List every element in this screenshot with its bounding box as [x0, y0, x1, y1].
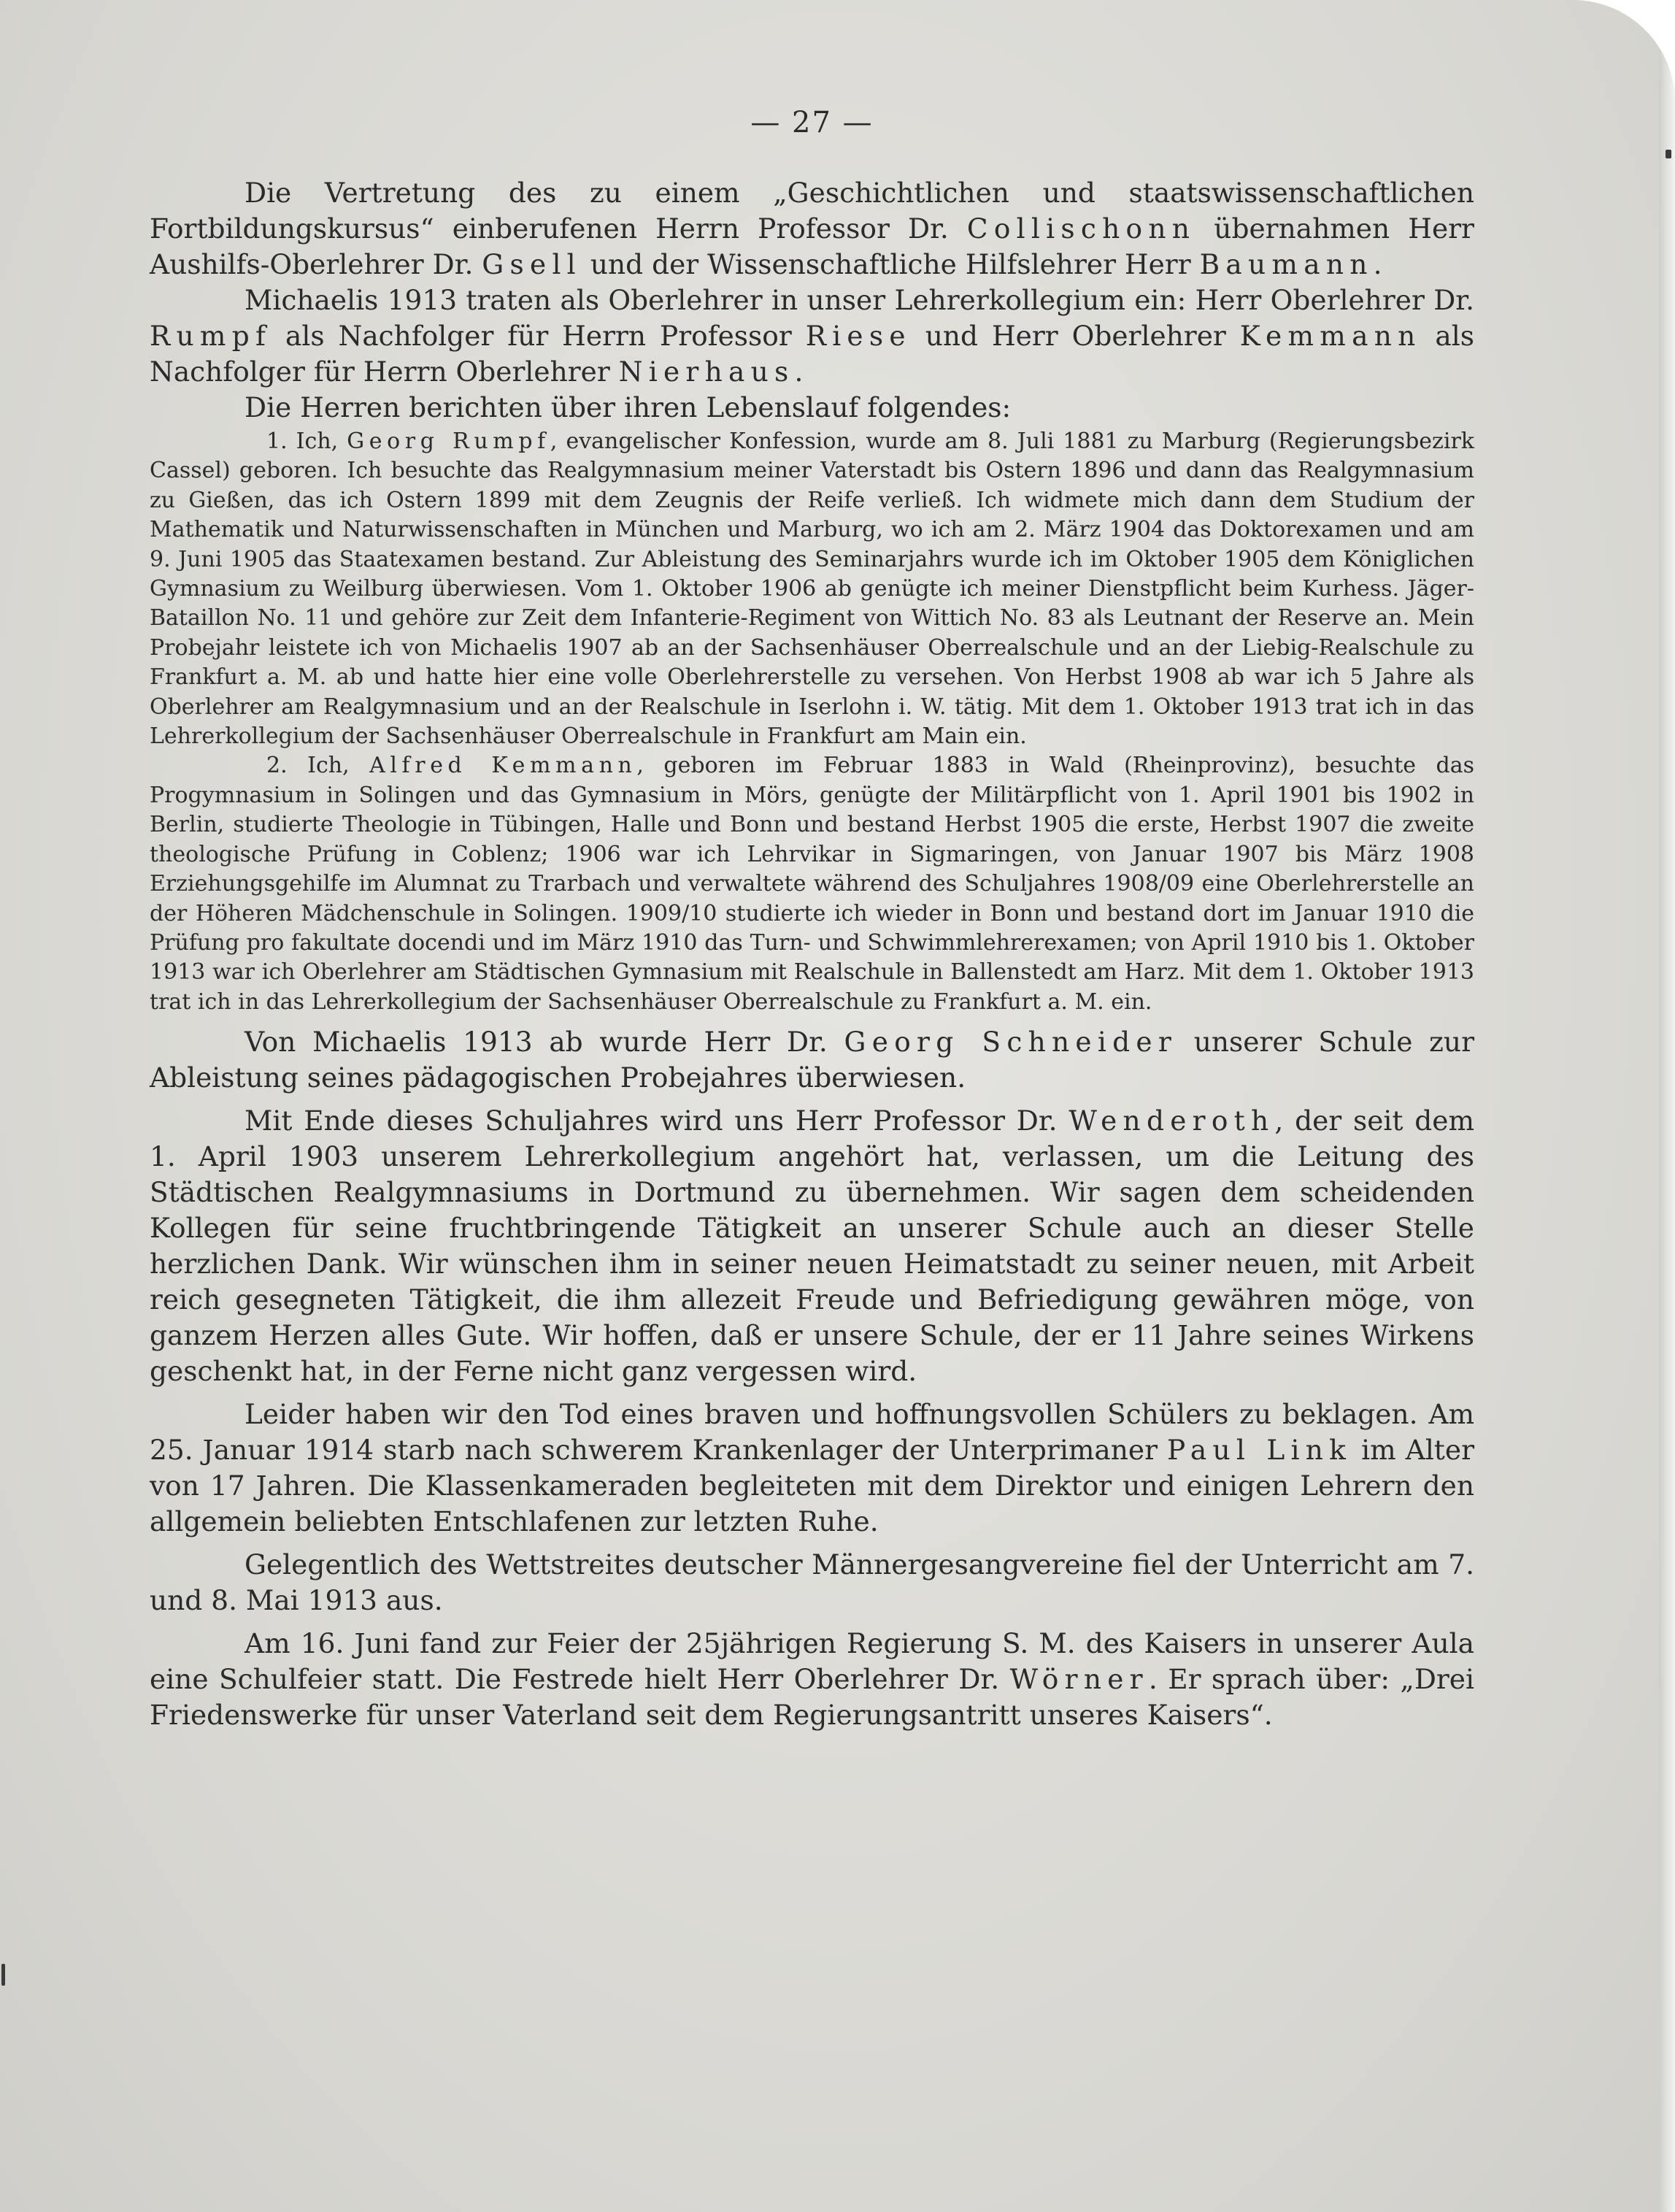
paragraph-michaelis-1913: Michaelis 1913 traten als Oberlehrer in unser Lehrerkollegium ein: Herr Oberlehrer Dr. Rumpf als Nachfolger für Herrn Professor Riese und Herr Oberlehrer Kemmann als Nachfolger für Herrn Oberlehrer Nierhaus. — [150, 284, 1475, 388]
paragraph-vertretung: Die Vertretung des zu einem „Geschichtlichen und staatswissenschaftlichen Fortbildungskursus“ einberufenen Herrn Professor Dr. Collischonn übernahmen Herr Aushilfs-Oberlehrer Dr. Gsell und der Wissenschaftliche Hilfslehrer Herr Baumann. — [150, 177, 1474, 280]
page-number: — 27 — — [750, 106, 874, 139]
paragraph-kaiserfeier: Am 16. Juni fand zur Feier der 25jährigen Regierung S. M. des Kaisers in unserer Aula eine Schulfeier statt. Die Festrede hielt Herr Oberlehrer Dr. Wörner. Er sprach über: „Drei Friedenswerke für unser Vaterland seit dem Regierungsantritt unseres Kaisers“. — [150, 1627, 1474, 1732]
biography-kemmann: 2. Ich, Alfred Kemmann, geboren im Februar 1883 in Wald (Rheinprovinz), besuchte das Progymnasium in Solingen und das Gymnasium in Mörs, genügte der Militärpflicht von 1. April 1901 bis 1902 in Berlin, studierte Theologie in Tübingen, Halle und Bonn und bestand Herbst 1905 die erste, Herbst 1907 die zweite theologische Prüfung in Coblenz; 1906 war ich Lehrvikar in Sigmaringen, von Januar 1907 bis März 1908 Erziehungsgehilfe im Alumnat zu Trarbach und verwaltete während des Schuljahres 1908/09 eine Oberlehrerstelle an der Höheren Mädchenschule in Solingen. 1909/10 studierte ich wieder in Bonn und bestand dort im Januar 1910 die Prüfung pro fakultate docendi und im März 1910 das Turn- und Schwimmlehrerexamen; von April 1910 bis 1. Oktober 1913 war ich Oberlehrer am Städtischen Gymnasium mit Realschule in Ballenstedt am Harz. Mit dem 1. Oktober 1913 trat ich in das Lehrerkollegium der Sachsenhäuser Oberrealschule zu Frankfurt a. M. ein. — [150, 753, 1474, 1015]
paragraph-paul-link: Leider haben wir den Tod eines braven und hoffnungsvollen Schülers zu beklagen. Am 25. Januar 1914 starb nach schwerem Krankenlager der Unterprimaner Paul Link im Alter von 17 Jahren. Die Klassenkameraden begleiteten mit dem Direktor und einigen Lehrern den allgemein beliebten Entschlafenen zur letzten Ruhe. — [150, 1398, 1474, 1538]
paragraph-wenderoth: Mit Ende dieses Schuljahres wird uns Herr Professor Dr. Wenderoth, der seit dem 1. April 1903 unserem Lehrerkollegium angehört hat, verlassen, um die Leitung des Städtischen Realgymnasiums in Dortmund zu übernehmen. Wir sagen dem scheidenden Kollegen für seine fruchtbringende Tätigkeit an unserer Schule auch an dieser Stelle herzlichen Dank. Wir wünschen ihm in seiner neuen Heimatstadt zu seiner neuen, mit Arbeit reich gesegneten Tätigkeit, die ihm allezeit Freude und Befriedigung gewähren möge, von ganzem Herzen alles Gute. Wir hoffen, daß er unsere Schule, der er 11 Jahre seines Wirkens geschenkt hat, in der Ferne nicht ganz vergessen wird. — [150, 1105, 1474, 1388]
page-body — [150, 108, 1474, 1733]
paragraph-wettstreit: Gelegentlich des Wettstreites deutscher Männergesangvereine fiel der Unterricht am 7. und 8. Mai 1913 aus. — [150, 1548, 1474, 1617]
margin-speck — [1, 1964, 5, 1986]
paragraph-schneider: Von Michaelis 1913 ab wurde Herr Dr. Georg Schneider unserer Schule zur Ableistung seines pädagogischen Probejahres überwiesen. — [150, 1026, 1475, 1094]
margin-speck — [1666, 150, 1671, 158]
paragraph-lebenslauf-intro: Die Herren berichten über ihren Lebenslauf folgendes: — [244, 391, 1012, 423]
biography-rumpf: 1. Ich, Georg Rumpf, evangelischer Konfession, wurde am 8. Juli 1881 zu Marburg (Regierungsbezirk Cassel) geboren. Ich besuchte das Realgymnasium meiner Vaterstadt bis Ostern 1896 und dann das Realgymnasium zu Gießen, das ich Ostern 1899 mit dem Zeugnis der Reife verließ. Ich widmete mich dann dem Studium der Mathematik und Naturwissenschaften in München und Marburg, wo ich am 2. März 1904 das Doktorexamen und am 9. Juni 1905 das Staatexamen bestand. Zur Ableistung des Seminarjahrs wurde ich im Oktober 1905 dem Königlichen Gymnasium zu Weilburg überwiesen. Vom 1. Oktober 1906 ab genügte ich meiner Dienstpflicht beim Kurhess. Jäger-Bataillon No. 11 und gehöre zur Zeit dem Infanterie-Regiment von Wittich No. 83 als Leutnant der Reserve an. Mein Probejahr leistete ich von Michaelis 1907 ab an der Sachsenhäuser Oberrealschule und an der Liebig-Realschule zu Frankfurt a. M. ab und hatte hier eine volle Oberlehrerstelle zu versehen. Von Herbst 1908 ab war ich 5 Jahre als Oberlehrer am Realgymnasium und an der Realschule in Iserlohn i. W. tätig. Mit dem 1. Oktober 1913 trat ich in das Lehrerkollegium der Sachsenhäuser Oberrealschule in Frankfurt am Main ein. — [150, 429, 1474, 750]
page-edge-shadow — [1659, 0, 1675, 2212]
